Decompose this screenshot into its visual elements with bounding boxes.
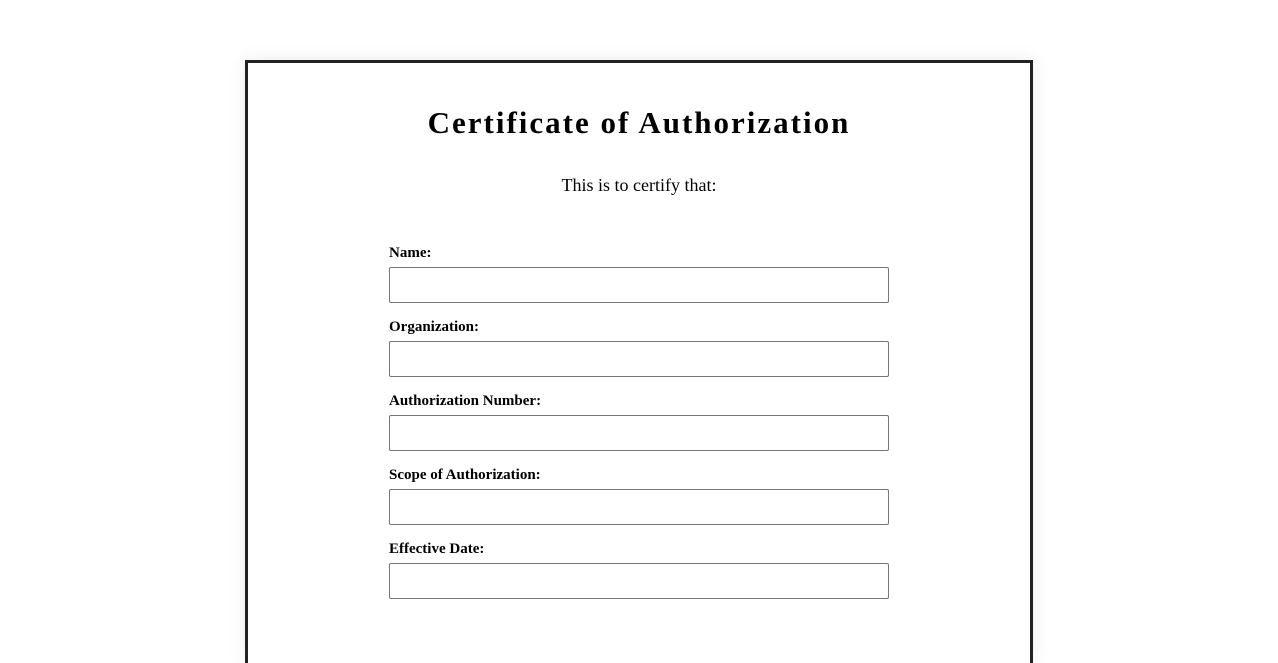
effective-date-field-group xyxy=(389,540,889,599)
organization-label: Organization: xyxy=(389,319,479,335)
effective-date-label: Effective Date: xyxy=(389,541,485,557)
name-label: Name: xyxy=(389,245,432,261)
scope-field-group xyxy=(389,466,889,525)
certificate-subtitle: This is to certify that: xyxy=(561,175,717,195)
name-input[interactable] xyxy=(389,267,889,303)
scope-label: Scope of Authorization: xyxy=(389,467,541,483)
scope-input[interactable] xyxy=(389,489,889,525)
authorization-number-field-group xyxy=(389,392,889,451)
organization-field-group xyxy=(389,318,889,377)
effective-date-input[interactable] xyxy=(389,563,889,599)
authorization-number-input[interactable] xyxy=(389,415,889,451)
authorization-number-label: Authorization Number: xyxy=(389,393,542,409)
organization-input[interactable] xyxy=(389,341,889,377)
certificate-title: Certificate of Authorization xyxy=(427,105,851,140)
certificate-form xyxy=(389,244,889,614)
certificate-panel xyxy=(245,60,1033,663)
name-field-group xyxy=(389,244,889,303)
